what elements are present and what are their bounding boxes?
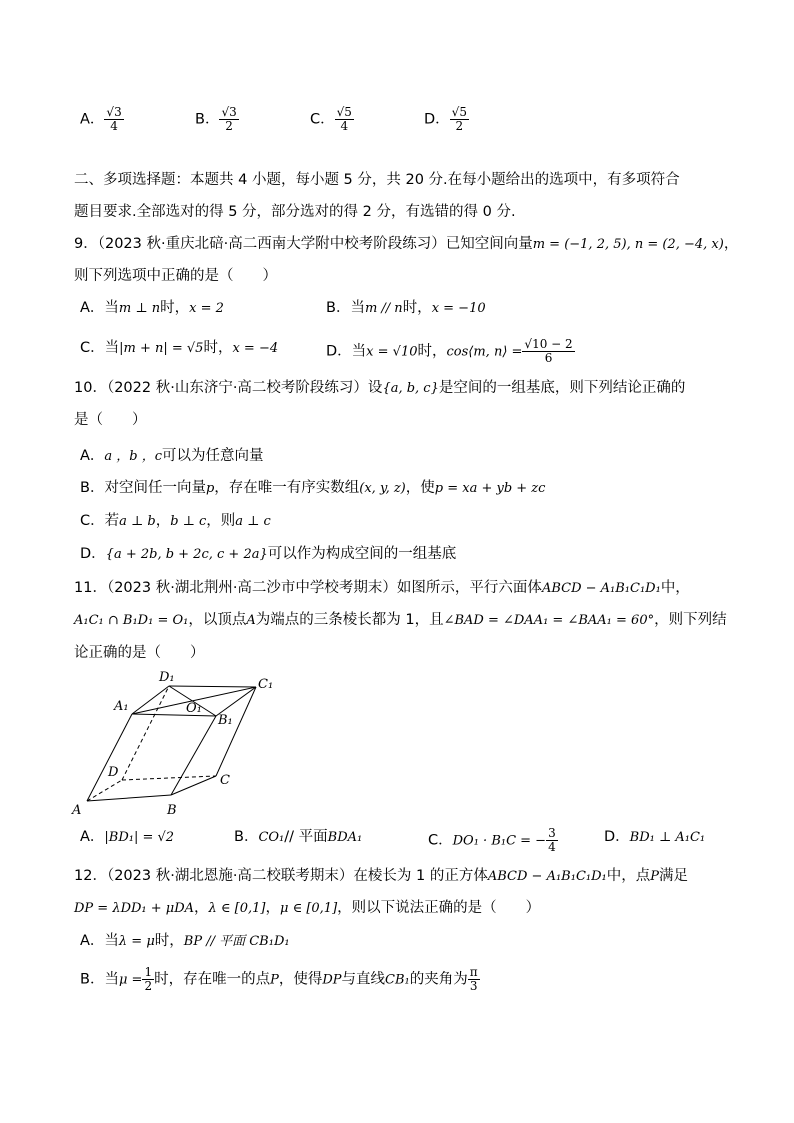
- q11-stem-line3: 论正确的是（ ）: [74, 645, 205, 661]
- q8-option-c: C． $\frac{√5}{4}$: [310, 105, 352, 133]
- edge-bb1: [171, 716, 216, 795]
- q11-option-d: D．BD₁ ⊥ A₁C₁: [604, 829, 706, 845]
- q11-option-a: A．|BD₁| = √2: [80, 829, 175, 845]
- q9-option-c: C．当|m + n| = √5时，x = −4: [80, 340, 279, 356]
- q12-option-b-fraction: $\frac{1}{2}$: [144, 965, 153, 993]
- edge-ab: [87, 795, 171, 801]
- q10-stem-line1: 10．（2022 秋·山东济宁·高二校考阶段练习）设{a, b, c}是空间的一组基底，则下列结论正确的: [74, 380, 686, 396]
- q11-option-c-fraction: $\frac{3}{4}$: [548, 826, 556, 854]
- q8-option-c-fraction: $\frac{√5}{4}$: [336, 105, 352, 133]
- q10-stem-line2: 是（ ）: [74, 412, 147, 428]
- q11-stem-line2: A₁C₁ ∩ B₁D₁ = O₁，以顶点A为端点的三条棱长都为 1，且∠BAD = ∠DAA₁ = ∠BAA₁ = 60°，则下列结: [74, 612, 727, 628]
- q9-vectors: m = (−1, 2, 5), n = (2, −4, x): [532, 237, 724, 252]
- q8-option-a: A． $\frac{√3}{4}$: [80, 105, 122, 133]
- q9-option-d-fraction: $\frac{√10 - 2}{6}$: [524, 337, 573, 365]
- label-d: D: [108, 765, 119, 780]
- q9-stem-line1: 9．（2023 秋·重庆北碚·高二西南大学附中校考阶段练习）已知空间向量m = (−1, 2, 5), n = (2, −4, x)，: [74, 236, 739, 252]
- q8-option-d: D． $\frac{√5}{2}$: [424, 105, 467, 133]
- edge-cc1: [216, 687, 256, 776]
- q11-parallelepiped-figure: [64, 668, 294, 820]
- label-o1: O₁: [186, 701, 202, 716]
- q10-option-d: D．{a + 2b, b + 2c, c + 2a}可以作为构成空间的一组基底: [80, 546, 457, 562]
- q10-option-a: A．a ，b ，c可以为任意向量: [80, 448, 264, 464]
- q9-option-a: A．当m ⊥ n时，x = 2: [80, 300, 224, 316]
- label-b1: B₁: [218, 713, 233, 728]
- label-b: B: [167, 803, 177, 818]
- label-d1: D₁: [159, 670, 175, 685]
- label-a1: A₁: [114, 699, 129, 714]
- q12-stem-line2: DP = λDD₁ + μDA，λ ∈ [0,1]，μ ∈ [0,1]，则以下说法正确的是（ ）: [74, 900, 541, 916]
- q9-option-d: D．当x = √10时，cos⟨m, n⟩ = $\frac{√10 - 2}{6}$: [326, 337, 573, 365]
- q12-option-b: B．当μ = $\frac{1}{2}$ 时，存在唯一的点P，使得DP与直线CB₁的夹角为 $\frac{\pi}{3}$: [80, 965, 478, 993]
- label-a: A: [72, 803, 82, 818]
- section2-line1: 二、多项选择题：本题共 4 小题，每小题 5 分，共 20 分.在每小题给出的选项中，有多项符合: [74, 172, 680, 188]
- label-c1: C₁: [258, 677, 274, 692]
- label-c: C: [220, 773, 230, 788]
- q11-stem-line1: 11．（2023 秋·湖北荆州·高二沙市中学校考期末）如图所示，平行六面体ABCD − A₁B₁C₁D₁中，: [74, 580, 690, 596]
- q9-stem-line2: 则下列选项中正确的是（ ）: [74, 268, 277, 284]
- edge-aa1: [87, 714, 132, 801]
- q12-stem-line1: 12．（2023 秋·湖北恩施·高二校联考期末）在棱长为 1 的正方体ABCD − A₁B₁C₁D₁中，点P满足: [74, 868, 688, 884]
- q12-option-a: A．当λ = μ时，BP // 平面 CB₁D₁: [80, 933, 290, 949]
- q8-option-b: B． $\frac{√3}{2}$: [195, 105, 237, 133]
- edge-dc: [122, 776, 216, 780]
- q11-option-c: C．DO₁ · B₁C = − $\frac{3}{4}$: [428, 826, 556, 854]
- edge-dd1: [122, 686, 169, 780]
- edge-d1c1: [169, 686, 256, 687]
- q8-option-a-fraction: $\frac{√3}{4}$: [106, 105, 122, 133]
- q10-option-b: B．对空间任一向量p，存在唯一有序实数组(x, y, z)，使p = xa + yb + zc: [80, 480, 546, 496]
- section2-line2: 题目要求.全部选对的得 5 分，部分选对的得 2 分，有选错的得 0 分.: [74, 204, 516, 220]
- q9-option-b: B．当m // n时，x = −10: [326, 300, 486, 316]
- q12-option-b-angle-fraction: $\frac{\pi}{3}$: [469, 965, 478, 993]
- q10-option-c: C．若a ⊥ b，b ⊥ c，则a ⊥ c: [80, 513, 271, 529]
- edge-a1b1: [132, 714, 216, 716]
- q8-option-b-fraction: $\frac{√3}{2}$: [221, 105, 237, 133]
- q8-option-d-fraction: $\frac{√5}{2}$: [451, 105, 467, 133]
- q11-option-b: B．CO₁// 平面BDA₁: [234, 829, 363, 845]
- edge-bc: [171, 776, 216, 795]
